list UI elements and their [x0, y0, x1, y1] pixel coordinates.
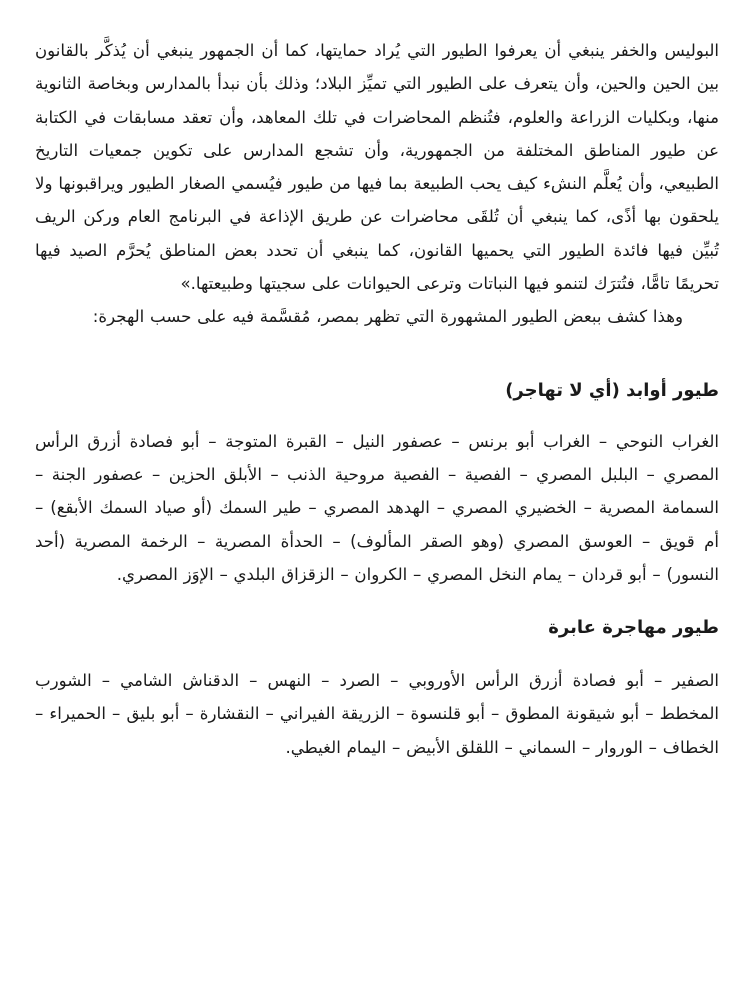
resident-birds-list: الغراب النوحي – الغراب أبو برنس – عصفور النيل – القبرة المتوجة – أبو فصادة أزرق الرأس المصري – البلبل المصري – الفصية – الفصية مروحية الذنب – الأبلق الحزين – عصفور الجنة – السمامة المصرية – الخضيري المصري – الهدهد المصري – طير السمك (أو صياد السمك الأبقع) – أم قويق – العوسق المصري (وهو الصقر المألوف) – الحدأة المصرية – الرخمة المصرية (أحد النسور) – أبو قردان – يمام النخل المصري – الكروان – الزقزاق البلدي – الإوَز المصري. [35, 431, 719, 584]
intro-paragraph: البوليس والخفر ينبغي أن يعرفوا الطيور التي يُراد حمايتها، كما أن الجمهور ينبغي أن يُذكَّر بالقانون بين الحين والحين، وأن يتعرف على الطيور التي تميِّز البلاد؛ وذلك بأن نبدأ بالمدارس وبخاصة الثانوية منها، وبكليات الزراعة والعلوم، فتُنظم المحاضرات في تلك المعاهد، وأن تعقد مسابقات في الكتابة عن طيور المناطق المختلفة من الجمهورية، وأن تشجع المدارس على تكوين جمعيات التاريخ الطبيعي، وأن يُعلَّم النشء كيف يحب الطبيعة بما فيها من طيور فيُسمي الصغار الطيور ويراقبونها ولا يلحقون بها أذًى، كما ينبغي أن تُلقَى محاضرات عن طريق الإذاعة في البرنامج العام وركن الريف تُبيِّن فيها فائدة الطيور التي يحميها القانون، كما ينبغي أن تحدد بعض المناطق يُحرَّم الصيد فيها تحريمًا تامًّا، فتُترَك لتنمو فيها النباتات وترعى الحيوانات على سجيتها وطبيعتها.» [35, 41, 719, 294]
resident-birds-heading: طيور أوابد (أي لا تهاجر) [505, 379, 719, 401]
transit-migratory-birds-heading: طيور مهاجرة عابرة [548, 617, 719, 639]
document-page [35, 34, 719, 764]
transit-migratory-birds-list: الصفير – أبو فصادة أزرق الرأس الأوروبي – الصرد – النهس – الدقناش الشامي – الشورب المخطط – أبو شيقونة المطوق – أبو قلنسوة – الزريقة الفيراني – النقشارة – أبو بليق – الحميراء – الخطاف – الوروار – السماني – اللقلق الأبيض – اليمام الغيطي. [35, 671, 719, 757]
list-introduction-paragraph: وهذا كشف ببعض الطيور المشهورة التي تظهر بمصر، مُقسَّمة فيه على حسب الهجرة: [92, 307, 683, 327]
